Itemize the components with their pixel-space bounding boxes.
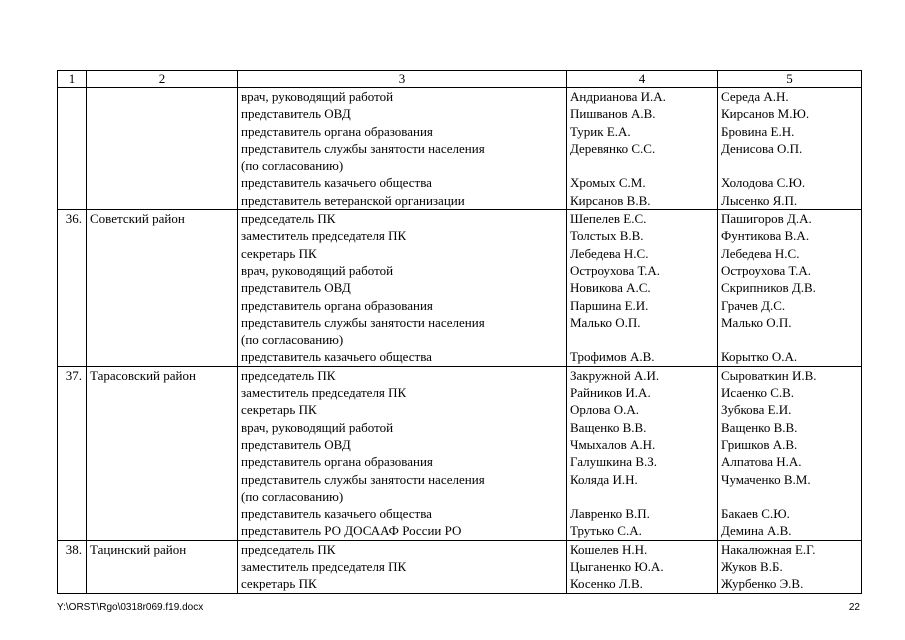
role-line: представитель органа образования [241, 123, 433, 139]
role-line: представитель службы занятости населения [241, 471, 485, 487]
column-header-1: 1 [58, 71, 87, 88]
role-line: врач, руководящий работой [241, 89, 394, 104]
reserve-line: Зубкова Е.И. [721, 402, 792, 418]
reserve-line: Бакаев С.Ю. [721, 506, 790, 522]
member-line: Андрианова И.А. [570, 89, 666, 104]
member-line: Турик Е.А. [570, 123, 631, 139]
column-header-3: 3 [238, 71, 567, 88]
reserve-line: Лысенко Я.П. [721, 192, 798, 208]
reserve-line: Малько О.П. [721, 314, 792, 330]
member-cell [567, 540, 718, 593]
member-line: Трутько С.А. [570, 523, 642, 539]
reserve-line: Пашигоров Д.А. [721, 211, 812, 227]
reserve-line: Кирсанов М.Ю. [721, 106, 810, 122]
role-line: представитель органа образования [241, 297, 433, 313]
member-line: Новикова А.С. [570, 280, 651, 296]
member-cell [567, 366, 718, 540]
role-line: представитель казачьего общества [241, 349, 432, 365]
reserve-line: Жуков В.Б. [721, 559, 783, 575]
member-line [570, 488, 714, 505]
header-row [58, 71, 862, 88]
column-header-4: 4 [567, 71, 718, 88]
role-line: врач, руководящий работой [241, 262, 394, 278]
reserve-line: Денисова О.П. [721, 140, 803, 156]
row-number-cell [58, 366, 87, 540]
role-line: заместитель председателя ПК [241, 385, 407, 401]
role-line: председатель ПК [241, 541, 336, 557]
member-line: Паршина Е.И. [570, 297, 649, 313]
reserve-line: Журбенко Э.В. [721, 576, 804, 592]
member-cell [567, 210, 718, 367]
member-line: Кошелев Н.Н. [570, 541, 648, 557]
reserve-line: Алпатова Н.А. [721, 454, 802, 470]
member-line: Кирсанов В.В. [570, 192, 651, 208]
member-line [570, 331, 714, 348]
reserve-cell [718, 210, 862, 367]
member-line: Трофимов А.В. [570, 349, 655, 365]
reserve-line: Лебедева Н.С. [721, 245, 800, 261]
district-cell [87, 88, 238, 210]
member-line: Ващенко В.В. [570, 419, 647, 435]
member-line: Лебедева Н.С. [570, 245, 649, 261]
reserve-line: Чумаченко В.М. [721, 471, 811, 487]
table-row [58, 540, 862, 593]
row-number [82, 89, 83, 104]
footer-page-number: 22 [848, 602, 860, 613]
role-line: представитель ОВД [241, 436, 351, 452]
reserve-line: Скрипников Д.В. [721, 280, 816, 296]
role-line: представитель ОВД [241, 280, 351, 296]
reserve-line: Корытко О.А. [721, 349, 798, 365]
reserve-line [721, 157, 858, 174]
role-line: заместитель председателя ПК [241, 228, 407, 244]
row-number: 38. [65, 541, 82, 557]
footer-file-path: Y:\ORST\Rgo\0318r069.f19.docx [57, 602, 204, 613]
role-line: представитель ОВД [241, 106, 351, 122]
member-line: Деревянко С.С. [570, 140, 656, 156]
member-line: Хромых С.М. [570, 175, 646, 191]
role-line: секретарь ПК [241, 402, 317, 418]
reserve-line: Бровина Е.Н. [721, 123, 795, 139]
row-number: 36. [65, 211, 82, 227]
role-line: заместитель председателя ПК [241, 559, 407, 575]
reserve-line: Середа А.Н. [721, 89, 789, 104]
member-line: Орлова О.А. [570, 402, 639, 418]
reserve-line: Грачев Д.С. [721, 297, 786, 313]
member-cell [567, 88, 718, 210]
role-line: представитель службы занятости населения [241, 140, 485, 156]
row-number: 37. [65, 367, 82, 383]
member-line: Остроухова Т.А. [570, 262, 661, 278]
column-header-5: 5 [718, 71, 862, 88]
role-cell [238, 88, 567, 210]
reserve-cell [718, 366, 862, 540]
member-line: Пишванов А.В. [570, 106, 656, 122]
district-name: Тарасовский район [90, 367, 196, 383]
column-header-2: 2 [87, 71, 238, 88]
role-line: секретарь ПК [241, 576, 317, 592]
reserve-line: Холодова С.Ю. [721, 175, 806, 191]
member-line: Толстых В.В. [570, 228, 644, 244]
table-row [58, 88, 862, 210]
member-line: Шепелев Е.С. [570, 211, 647, 227]
row-number-cell [58, 210, 87, 367]
district-cell [87, 366, 238, 540]
district-name: Советский район [90, 211, 185, 227]
member-line: Коляда И.Н. [570, 471, 638, 487]
table-body [58, 71, 862, 594]
district-name: Тацинский район [90, 541, 187, 557]
district-cell [87, 540, 238, 593]
row-number-cell [58, 540, 87, 593]
role-cell [238, 540, 567, 593]
district-cell [87, 210, 238, 367]
reserve-line: Остроухова Т.А. [721, 262, 812, 278]
role-line: (по согласованию) [241, 158, 344, 174]
role-line: представитель РО ДОСААФ России РО [241, 523, 462, 539]
member-line: Галушкина В.З. [570, 454, 658, 470]
member-line: Косенко Л.В. [570, 576, 643, 592]
role-line: представитель казачьего общества [241, 175, 432, 191]
reserve-line: Ващенко В.В. [721, 419, 798, 435]
role-cell [238, 210, 567, 367]
commission-table [57, 70, 862, 594]
member-line: Райников И.А. [570, 385, 651, 401]
role-line: (по согласованию) [241, 332, 344, 348]
role-line: представитель службы занятости населения [241, 314, 485, 330]
role-line: председатель ПК [241, 211, 336, 227]
reserve-line: Демина А.В. [721, 523, 792, 539]
role-line: (по согласованию) [241, 488, 344, 504]
reserve-line: Гришков А.В. [721, 436, 798, 452]
reserve-line: Сыроваткин И.В. [721, 367, 817, 383]
role-line: представитель казачьего общества [241, 506, 432, 522]
role-line: представитель органа образования [241, 454, 433, 470]
role-line: председатель ПК [241, 367, 336, 383]
member-line: Малько О.П. [570, 314, 641, 330]
reserve-line: Накалюжная Е.Г. [721, 541, 816, 557]
table-row [58, 366, 862, 540]
member-line: Лавренко В.П. [570, 506, 650, 522]
member-line: Цыганенко Ю.А. [570, 559, 664, 575]
table-row [58, 210, 862, 367]
role-line: представитель ветеранской организации [241, 192, 465, 208]
role-line: врач, руководящий работой [241, 419, 394, 435]
reserve-line [721, 331, 858, 348]
reserve-line: Исаенко С.В. [721, 385, 795, 401]
role-line: секретарь ПК [241, 245, 317, 261]
member-line: Чмыхалов А.Н. [570, 436, 656, 452]
row-number-cell [58, 88, 87, 210]
role-cell [238, 366, 567, 540]
reserve-cell [718, 88, 862, 210]
reserve-cell [718, 540, 862, 593]
reserve-line: Фунтикова В.А. [721, 228, 810, 244]
member-line [570, 157, 714, 174]
member-line: Закружной А.И. [570, 367, 660, 383]
reserve-line [721, 488, 858, 505]
